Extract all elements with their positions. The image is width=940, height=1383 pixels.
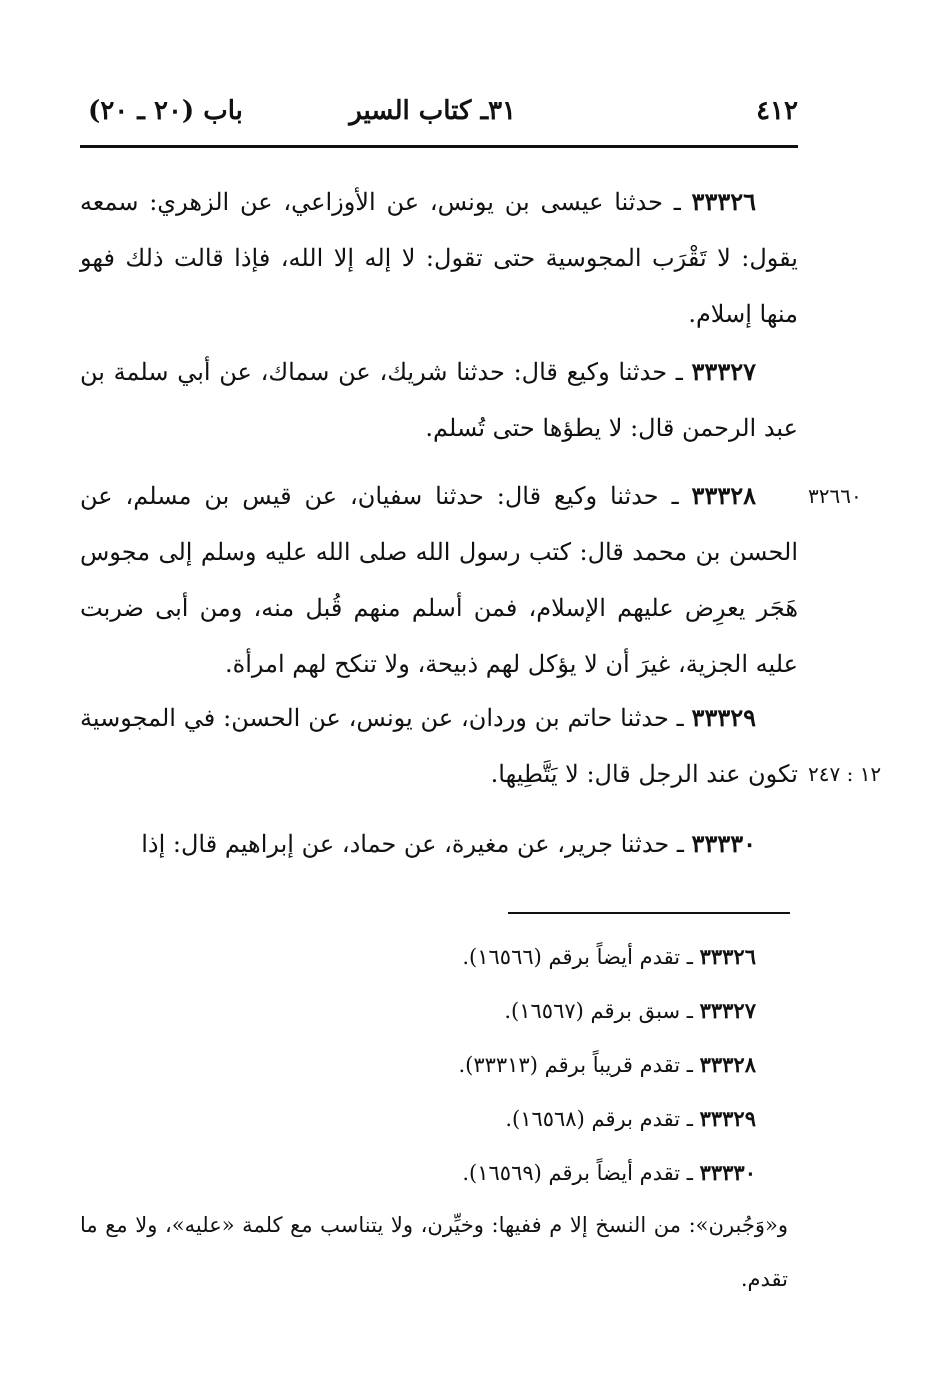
footnote-number: ٣٣٣٢٩ [699, 1106, 756, 1131]
footnote-number: ٣٣٣٢٦ [699, 944, 756, 969]
footnote-number: ٣٣٣٢٧ [699, 998, 756, 1023]
hadith-number: ٣٣٣٢٩ [691, 703, 756, 732]
running-header [80, 92, 798, 140]
hadith-number: ٣٣٣٢٦ [691, 187, 756, 216]
footnote-rule [508, 912, 790, 914]
footnote [80, 1038, 798, 1092]
hadith-text: حدثنا حاتم بن وردان، عن يونس، عن الحسن: في المجوسية تكون عند الرجل قال: لا يَتَّطِيها. [80, 704, 798, 788]
header-rule [80, 145, 798, 148]
hadith-33327: ٣٣٣٢٧ ـ حدثنا وكيع قال: حدثنا شريك، عن سماك، عن أبي سلمة بن عبد الرحمن قال: لا يطؤها حتى تُسلم. [80, 357, 798, 442]
hadith-33328: ٣٣٣٢٨ ـ حدثنا وكيع قال: حدثنا سفيان، عن قيس بن مسلم، عن الحسن بن محمد قال: كتب رسول الله صلى الله عليه وسلم إلى مجوس هَجَر يعرِض عليهم الإسلام، فمن أسلم منهم قُبل منه، ومن أبى ضربت عليه الجزية، غيرَ أن لا يؤكل لهم ذبيحة، ولا تنكح لهم امرأة. [80, 481, 798, 678]
hadith-33326: ٣٣٣٢٦ ـ حدثنا عيسى بن يونس، عن الأوزاعي، عن الزهري: سمعه يقول: لا تَقْرَب المجوسية حتى تقول: لا إله إلا الله، فإذا قالت ذلك فهو منها إسلام. [80, 187, 798, 328]
footnote-number: ٣٣٣٢٨ [699, 1052, 756, 1077]
hadith-number: ٣٣٣٢٨ [691, 481, 756, 510]
hadith-number: ٣٣٣٢٧ [691, 357, 756, 386]
margin-reference: ١٢ : ٢٤٧ [808, 762, 882, 786]
footnote [80, 1092, 798, 1146]
hadith-text: حدثنا عيسى بن يونس، عن الأوزاعي، عن الزهري: سمعه يقول: لا تَقْرَب المجوسية حتى تقول: لا إله إلا الله، فإذا قالت ذلك فهو منها إسلام. [80, 188, 798, 328]
book-title: ٣١ـ كتاب السير [349, 96, 516, 126]
hadith-text: حدثنا جرير، عن مغيرة، عن حماد، عن إبراهيم قال: إذا [141, 830, 670, 858]
footnote-text: ـ تقدم قريباً برقم (٣٣٣١٣). [458, 1053, 700, 1077]
footnote [80, 930, 798, 984]
variant-reading-note: و«وَجُبرن»: من النسخ إلا م ففيها: وخيِّرن، ولا يتناسب مع كلمة «عليه»، ولا مع ما تقدم. [80, 1213, 788, 1291]
chapter-label: باب (٢٠ ـ ٢٠) [88, 96, 243, 126]
hadith-33330: ٣٣٣٣٠ ـ حدثنا جرير، عن مغيرة، عن حماد، عن إبراهيم قال: إذا [141, 829, 756, 858]
footnote-text: ـ تقدم أيضاً برقم (١٦٥٦٩). [462, 1161, 700, 1185]
hadith-text: حدثنا وكيع قال: حدثنا شريك، عن سماك، عن أبي سلمة بن عبد الرحمن قال: لا يطؤها حتى تُسلم. [80, 358, 798, 442]
footnote-number: ٣٣٣٣٠ [699, 1160, 756, 1185]
hadith-text: حدثنا وكيع قال: حدثنا سفيان، عن قيس بن مسلم، عن الحسن بن محمد قال: كتب رسول الله صلى الله عليه وسلم إلى مجوس هَجَر يعرِض عليهم الإسلام، فمن أسلم منهم قُبل منه، ومن أبى ضربت عليه الجزية، غيرَ أن لا يؤكل لهم ذبيحة، ولا تنكح لهم امرأة. [80, 482, 798, 678]
hadith-number: ٣٣٣٣٠ [691, 829, 756, 858]
footnote [80, 984, 798, 1038]
page-number: ٤١٢ [756, 96, 798, 126]
footnote [80, 1146, 798, 1200]
footnote-text: ـ تقدم أيضاً برقم (١٦٥٦٦). [462, 945, 700, 969]
footnote-text: ـ سبق برقم (١٦٥٦٧). [504, 999, 700, 1023]
footnote-text: ـ تقدم برقم (١٦٥٦٨). [505, 1107, 700, 1131]
hadith-33329: ٣٣٣٢٩ ـ حدثنا حاتم بن وردان، عن يونس، عن الحسن: في المجوسية تكون عند الرجل قال: لا يَتَّطِيها. [80, 703, 798, 788]
margin-reference: ٣٢٦٦٠ [808, 484, 862, 508]
footnote-list [80, 930, 798, 1200]
